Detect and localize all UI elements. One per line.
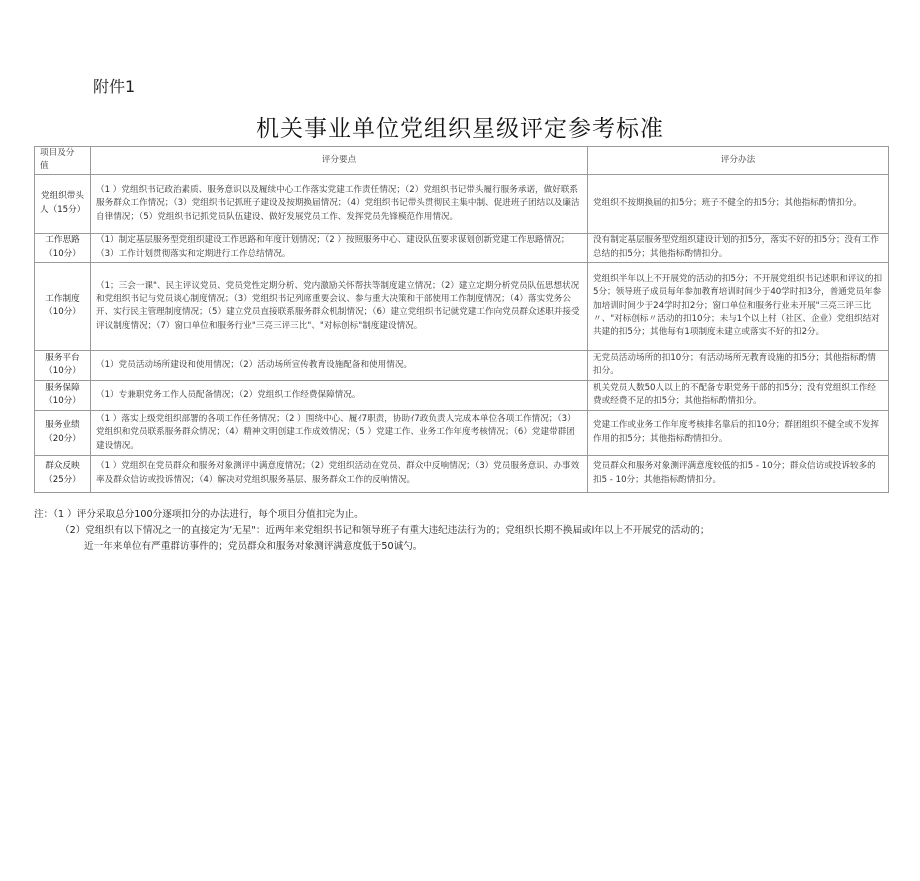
row-method: 党组织不按期换届的扣5分；班子不健全的扣5分；其他指标酌情扣分。 — [588, 174, 889, 233]
row-criteria: （1）专兼职党务工作人员配备情况；（2）党组织工作经费保障情况。 — [91, 380, 588, 410]
attachment-label: 附件1 — [93, 77, 136, 96]
row-method: 党员群众和服务对象测评满意度较低的扣5 - 10分；群众信访或投诉较多的扣5 - 10分；其他指标酌情扣分。 — [588, 455, 889, 492]
criteria-table — [34, 146, 889, 493]
row-criteria: （1；三会一课"、民主评议党员、党员党性定期分析、党内激励关怀帮扶等制度建立情况；（2）建立定期分析党员队伍思想状况和党组织书记与党员谈心制度情况；（3）党组织书记列席重要会议、参与重大决策和干部使用工作制度情况；（4）落实党务公开、实行民主管理制度情况；（5）建立党员直接联系服务群众机制情况；（6）建立党组织书记就党建工作向党员群众述职并接受评议制度情况；（7）窗口单位和服务行业"三亮三评三比"、"对标创标"制度建设情况。 — [91, 262, 588, 350]
row-item: 工作思路（10分） — [35, 233, 91, 262]
table-row — [35, 262, 889, 350]
row-item: 党组织带头人（15分） — [35, 174, 91, 233]
row-criteria: （1 ）党组织书记政治素质、服务意识以及履续中心工作落实党建工作责任情况；（2）党组织书记带头履行服务承诺，做好联系服务群众工作情况；（3）党组织书记抓班子建设及按期换届情况；（4）党组织书记带头贯彻民主集中制、促进班子团结以及廉洁自律情况；（5）党组织书记抓党员队伍建设、做好发展党员工作、发挥党员先锋模范作用情况。 — [91, 174, 588, 233]
document-title: 机关事业单位党组织星级评定参考标准 — [256, 116, 664, 142]
note-line-3: 近一年来单位有严重群访事件的；党员群众和服务对象测评满意度低于50诚勺。 — [84, 541, 423, 552]
table-row — [35, 455, 889, 492]
row-method: 无党员活动场所的扣10分；有活动场所无教育设施的扣5分；其他指标酌情扣分。 — [588, 350, 889, 380]
row-method: 党组织半年以上不开展党的活动的扣5分；不开展党组织书记述职和评议的扣5分；领导班子成员每年参加教育培训时间少于40学时扣3分，普通党员年参加培训时间少于24学时扣2分；窗口单位和服务行业未开展"三亮三评三比〃、"对标创标〃活动的扣10分；未与1个以上村（社区、企业）党组织结对共建的扣5分；其他每有1项制度未建立或落实不好的扣2分。 — [588, 262, 889, 350]
note-line-2: （2）党组织有以下情况之一的直接定为’无星"：近两年来党组织书记和领导班子有重大违纪违法行为的；党组织长期不换届或l年以上不开展党的活动的； — [60, 525, 710, 536]
row-item: 服务保障（10分） — [35, 380, 91, 410]
row-method: 党建工作或业务工作年度考核排名靠后的扣10分；群团组织不健全或不发挥作用的扣5分；其他指标酌情扣分。 — [588, 410, 889, 455]
row-method: 没有制定基层服务型党组织建设计划的扣5分，落实不好的扣5分；没有工作总结的扣5分；其他指标酌情扣分。 — [588, 233, 889, 262]
header-criteria: 评分要点 — [91, 147, 588, 175]
row-criteria: （1 ）党组织在党员群众和服务对象测评中满意度情况；（2）党组织活动在党员、群众中反响情况；（3）党员服务意识、办事效率及群众信访或投诉情况；（4）解决对党组织服务基层、服务群众工作的反响情况。 — [91, 455, 588, 492]
table-row — [35, 174, 889, 233]
row-criteria: （1 ）落实上级党组织部署的各项工作任务情况；（2 ）围绕中心、履ｲ7职责，协助ｲ7政负责人完成本单位各项工作情况；（3）党组织和党员联系服务群众情况；（4）精神文明创建工作成效情况；（5 ）党建工作、业务工作年度考核情况；（6）党建带群团建设情况。 — [91, 410, 588, 455]
row-item: 服务业绩（20分） — [35, 410, 91, 455]
table-row — [35, 233, 889, 262]
note-line-1: 注：（1 ）评分采取总分100分逐项扣分的办法进行，每个项目分值扣完为止。 — [34, 509, 364, 520]
table-row — [35, 380, 889, 410]
header-method: 评分办法 — [588, 147, 889, 175]
row-item: 工作制度（10分） — [35, 262, 91, 350]
table-row — [35, 410, 889, 455]
row-method: 机关党员人数50人以上的不配备专职党务干部的扣5分；没有党组织工作经费或经费不足的扣5分；其他指标酌情扣分。 — [588, 380, 889, 410]
row-item: 服务平台（10分） — [35, 350, 91, 380]
header-item-score: 项目及分 值 — [35, 147, 91, 175]
table-header-row — [35, 147, 889, 175]
row-criteria: （1）党员活动场所建设和使用情况；（2）活动场所宣传教育设施配备和使用情况。 — [91, 350, 588, 380]
table-row — [35, 350, 889, 380]
notes — [34, 507, 904, 555]
row-criteria: （1）制定基层服务型党组织建设工作思路和年度计划情况；（2 ）按照服务中心、建设队伍要求谋划创新党建工作思路情况；（3）工作计划贯彻落实和定期进行工作总结情况。 — [91, 233, 588, 262]
row-item: 群众反映（25分） — [35, 455, 91, 492]
